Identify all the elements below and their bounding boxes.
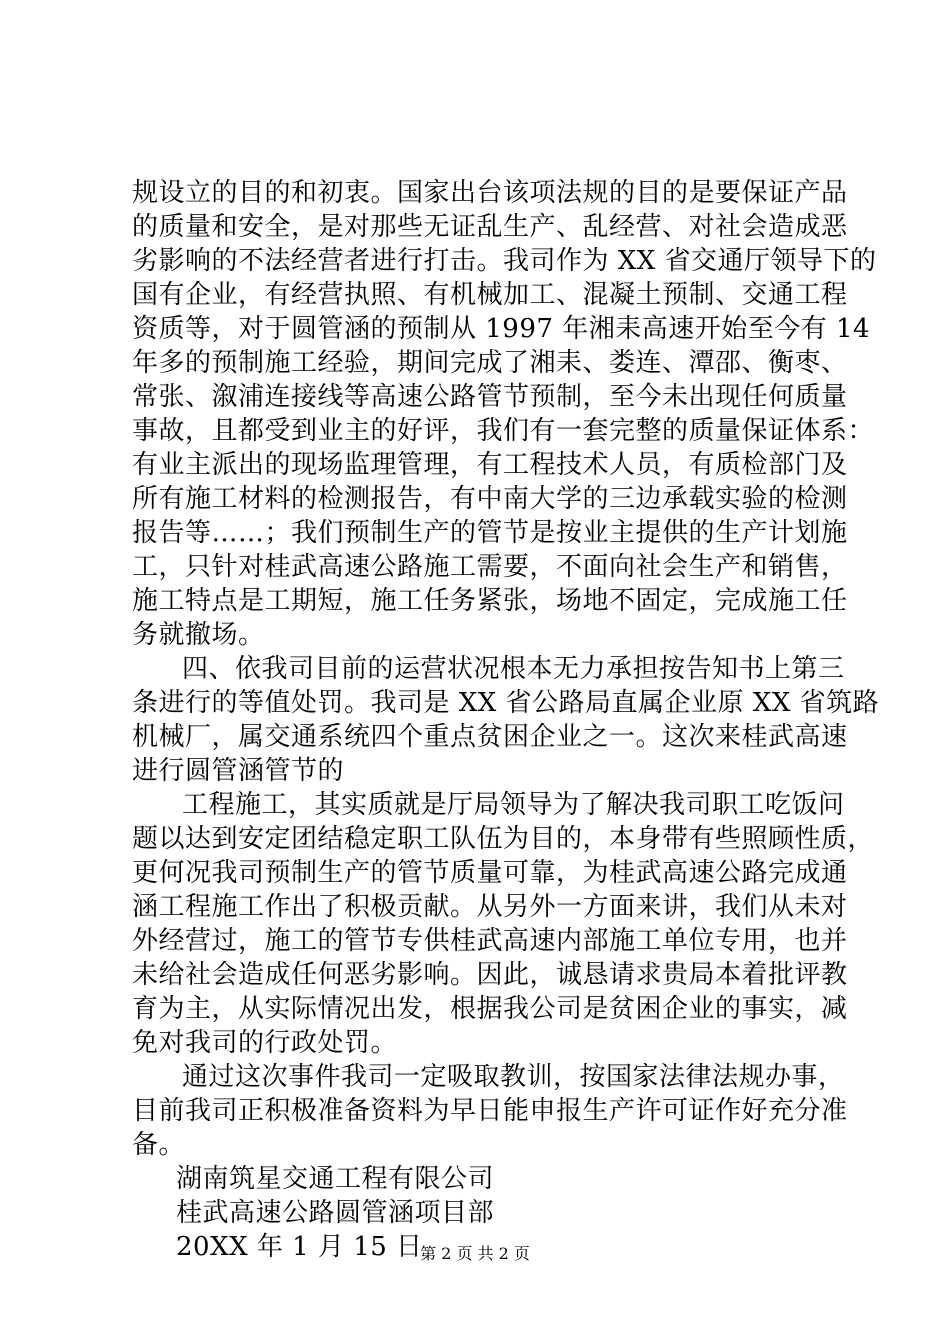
body-line: 题以达到安定团结稳定职工队伍为目的，本身带有些照顾性质，: [132, 824, 875, 854]
signature-date: 20XX 年 1 月 15 日: [176, 1232, 423, 1262]
body-line: 事故，且都受到业主的好评，我们有一套完整的质量保证体系：: [132, 416, 875, 446]
signature-company: 湖南筑星交通工程有限公司: [176, 1164, 495, 1194]
body-line: 外经营过，施工的管节专供桂武高速内部施工单位专用，也并: [132, 926, 848, 956]
body-line: 的质量和安全，是对那些无证乱生产、乱经营、对社会造成恶: [132, 212, 848, 242]
body-line: 有业主派出的现场监理管理，有工程技术人员，有质检部门及: [132, 450, 848, 480]
body-line: 备。: [132, 1130, 186, 1160]
body-line: 更何况我司预制生产的管节质量可靠，为桂武高速公路完成通: [132, 858, 848, 888]
body-line: 施工特点是工期短，施工任务紧张，场地不固定，完成施工任: [132, 586, 848, 616]
body-line: 务就撤场。: [132, 620, 265, 650]
body-line: 规设立的目的和初衷。国家出台该项法规的目的是要保证产品: [132, 178, 848, 208]
body-line: 目前我司正积极准备资料为早日能申报生产许可证作好充分准: [132, 1096, 848, 1126]
body-line: 年多的预制施工经验，期间完成了湘耒、娄连、潭邵、衡枣、: [132, 348, 848, 378]
body-line: 条进行的等值处罚。我司是 XX 省公路局直属企业原 XX 省筑路: [132, 688, 880, 718]
body-line: 免对我司的行政处罚。: [132, 1028, 398, 1058]
body-line: 未给社会造成任何恶劣影响。因此，诚恳请求贵局本着批评教: [132, 960, 848, 990]
body-line: 国有企业，有经营执照、有机械加工、混凝土预制、交通工程: [132, 280, 848, 310]
body-line: 报告等……；我们预制生产的管节是按业主提供的生产计划施: [132, 518, 848, 548]
signature-department: 桂武高速公路圆管涵项目部: [176, 1198, 495, 1228]
body-line: 涵工程施工作出了积极贡献。从另外一方面来讲，我们从未对: [132, 892, 848, 922]
body-line: 育为主，从实际情况出发，根据我公司是贫困企业的事实，减: [132, 994, 848, 1024]
body-line: 工，只针对桂武高速公路施工需要，不面向社会生产和销售，: [132, 552, 848, 582]
body-line: 所有施工材料的检测报告，有中南大学的三边承载实验的检测: [132, 484, 848, 514]
body-line: 机械厂，属交通系统四个重点贫困企业之一。这次来桂武高速: [132, 722, 848, 752]
paragraph-start-line: 四、依我司目前的运营状况根本无力承担按告知书上第三: [182, 654, 845, 684]
paragraph-start-line: 工程施工，其实质就是厅局领导为了解决我司职工吃饭问: [182, 790, 845, 820]
paragraph-start-line: 通过这次事件我司一定吸取教训，按国家法律法规办事，: [182, 1062, 845, 1092]
body-line: 资质等，对于圆管涵的预制从 1997 年湘耒高速开始至今有 14: [132, 314, 871, 344]
body-line: 劣影响的不法经营者进行打击。我司作为 XX 省交通厅领导下的: [132, 246, 877, 276]
body-line: 进行圆管涵管节的: [132, 756, 345, 786]
body-line: 常张、溆浦连接线等高速公路管节预制，至今未出现任何质量: [132, 382, 848, 412]
page-footer: 第 2 页 共 2 页: [420, 1244, 530, 1263]
